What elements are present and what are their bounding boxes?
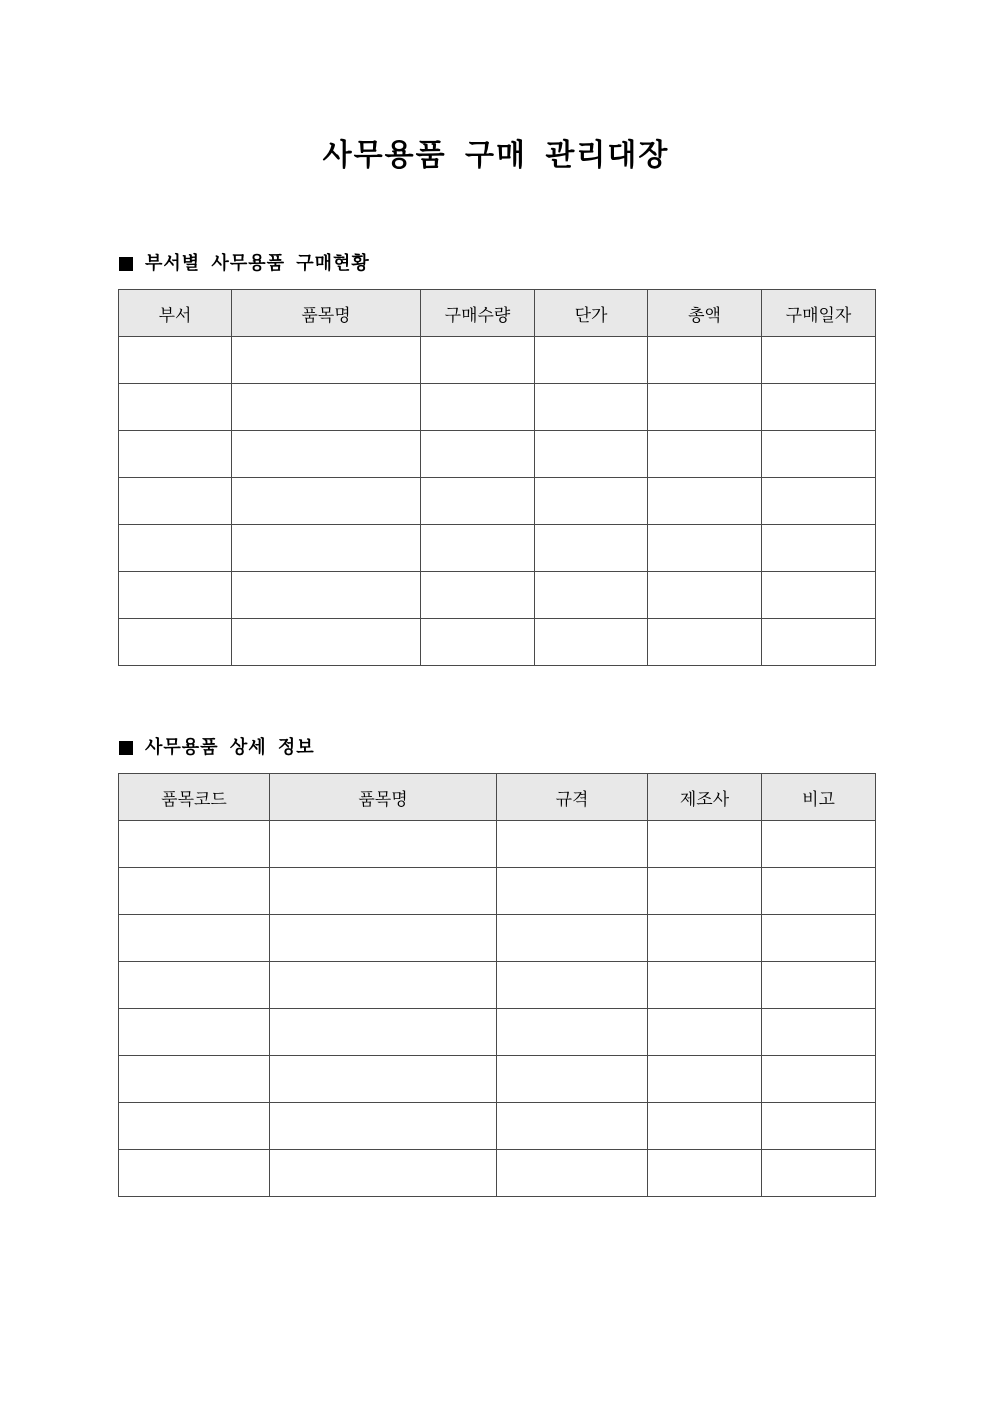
column-header-item-name: 품목명 (232, 290, 421, 337)
detail-cell[interactable] (762, 1150, 876, 1197)
purchase-cell[interactable] (762, 619, 876, 666)
purchase-cell[interactable] (421, 619, 535, 666)
detail-cell[interactable] (762, 1056, 876, 1103)
column-header-quantity: 구매수량 (421, 290, 535, 337)
table-row (119, 431, 876, 478)
purchase-cell[interactable] (421, 384, 535, 431)
purchase-cell[interactable] (421, 431, 535, 478)
detail-cell[interactable] (270, 1103, 497, 1150)
document-title: 사무용품 구매 관리대장 (322, 138, 670, 173)
table-row (119, 1150, 876, 1197)
purchase-cell[interactable] (232, 572, 421, 619)
detail-cell[interactable] (497, 1056, 648, 1103)
purchase-cell[interactable] (648, 619, 762, 666)
purchase-cell[interactable] (762, 384, 876, 431)
detail-cell[interactable] (270, 962, 497, 1009)
purchase-table-body (119, 337, 876, 666)
purchase-cell[interactable] (232, 478, 421, 525)
purchase-cell[interactable] (119, 478, 232, 525)
detail-cell[interactable] (497, 1150, 648, 1197)
purchase-cell[interactable] (119, 525, 232, 572)
detail-cell[interactable] (762, 915, 876, 962)
purchase-cell[interactable] (762, 572, 876, 619)
detail-cell[interactable] (497, 915, 648, 962)
purchase-section-heading (119, 251, 370, 277)
detail-cell[interactable] (270, 1009, 497, 1056)
detail-cell[interactable] (497, 1009, 648, 1056)
table-row (119, 962, 876, 1009)
square-bullet-icon (119, 741, 133, 755)
purchase-cell[interactable] (119, 337, 232, 384)
detail-cell[interactable] (648, 1103, 762, 1150)
purchase-cell[interactable] (421, 337, 535, 384)
purchase-cell[interactable] (535, 478, 648, 525)
purchase-cell[interactable] (119, 384, 232, 431)
purchase-cell[interactable] (648, 525, 762, 572)
purchase-cell[interactable] (648, 431, 762, 478)
column-header-unit-price: 단가 (535, 290, 648, 337)
purchase-cell[interactable] (535, 337, 648, 384)
purchase-cell[interactable] (232, 337, 421, 384)
purchase-cell[interactable] (421, 572, 535, 619)
square-bullet-icon (119, 257, 133, 271)
table-header-row (119, 774, 876, 821)
purchase-cell[interactable] (232, 384, 421, 431)
purchase-cell[interactable] (232, 525, 421, 572)
table-row (119, 868, 876, 915)
purchase-cell[interactable] (762, 478, 876, 525)
purchase-cell[interactable] (648, 384, 762, 431)
purchase-cell[interactable] (648, 478, 762, 525)
column-header-specification: 규격 (497, 774, 648, 821)
table-row (119, 1056, 876, 1103)
purchase-cell[interactable] (648, 337, 762, 384)
purchase-cell[interactable] (232, 619, 421, 666)
detail-cell[interactable] (648, 1150, 762, 1197)
detail-cell[interactable] (648, 868, 762, 915)
item-detail-table (118, 773, 876, 1197)
purchase-cell[interactable] (535, 384, 648, 431)
column-header-item-code: 품목코드 (119, 774, 270, 821)
detail-section-heading (119, 735, 315, 761)
detail-cell[interactable] (119, 1009, 270, 1056)
column-header-purchase-date: 구매일자 (762, 290, 876, 337)
table-row (119, 384, 876, 431)
purchase-cell[interactable] (762, 525, 876, 572)
purchase-cell[interactable] (232, 431, 421, 478)
purchase-cell[interactable] (762, 431, 876, 478)
detail-cell[interactable] (270, 821, 497, 868)
detail-cell[interactable] (762, 1103, 876, 1150)
table-header-row (119, 290, 876, 337)
detail-cell[interactable] (648, 1009, 762, 1056)
table-row (119, 1103, 876, 1150)
column-header-department: 부서 (119, 290, 232, 337)
detail-cell[interactable] (762, 962, 876, 1009)
table-row (119, 478, 876, 525)
table-row (119, 821, 876, 868)
detail-cell[interactable] (762, 821, 876, 868)
purchase-cell[interactable] (119, 431, 232, 478)
purchase-cell[interactable] (648, 572, 762, 619)
detail-cell[interactable] (497, 868, 648, 915)
purchase-status-table (118, 289, 876, 666)
column-header-total: 총액 (648, 290, 762, 337)
purchase-cell[interactable] (762, 337, 876, 384)
detail-cell[interactable] (648, 821, 762, 868)
detail-cell[interactable] (648, 962, 762, 1009)
detail-cell[interactable] (270, 868, 497, 915)
table-row (119, 619, 876, 666)
detail-cell[interactable] (119, 962, 270, 1009)
detail-cell[interactable] (119, 821, 270, 868)
purchase-cell[interactable] (535, 572, 648, 619)
detail-cell[interactable] (497, 821, 648, 868)
column-header-manufacturer: 제조사 (648, 774, 762, 821)
detail-cell[interactable] (119, 1056, 270, 1103)
detail-table-body (119, 821, 876, 1197)
detail-cell[interactable] (119, 915, 270, 962)
detail-cell[interactable] (270, 1056, 497, 1103)
column-header-item-name: 품목명 (270, 774, 497, 821)
purchase-section-title: 부서별 사무용품 구매현황 (145, 253, 370, 274)
detail-cell[interactable] (497, 1103, 648, 1150)
detail-section-title: 사무용품 상세 정보 (145, 737, 315, 758)
purchase-cell[interactable] (119, 572, 232, 619)
detail-cell[interactable] (762, 1009, 876, 1056)
detail-cell[interactable] (648, 1056, 762, 1103)
table-row (119, 1009, 876, 1056)
detail-cell[interactable] (119, 1103, 270, 1150)
table-row (119, 915, 876, 962)
purchase-cell[interactable] (421, 525, 535, 572)
table-row (119, 525, 876, 572)
purchase-cell[interactable] (535, 431, 648, 478)
detail-cell[interactable] (119, 1150, 270, 1197)
detail-cell[interactable] (648, 915, 762, 962)
detail-cell[interactable] (270, 915, 497, 962)
column-header-remarks: 비고 (762, 774, 876, 821)
table-row (119, 572, 876, 619)
purchase-cell[interactable] (535, 619, 648, 666)
detail-cell[interactable] (497, 962, 648, 1009)
detail-cell[interactable] (270, 1150, 497, 1197)
purchase-cell[interactable] (119, 619, 232, 666)
purchase-cell[interactable] (421, 478, 535, 525)
detail-cell[interactable] (119, 868, 270, 915)
purchase-cell[interactable] (535, 525, 648, 572)
detail-cell[interactable] (762, 868, 876, 915)
table-row (119, 337, 876, 384)
